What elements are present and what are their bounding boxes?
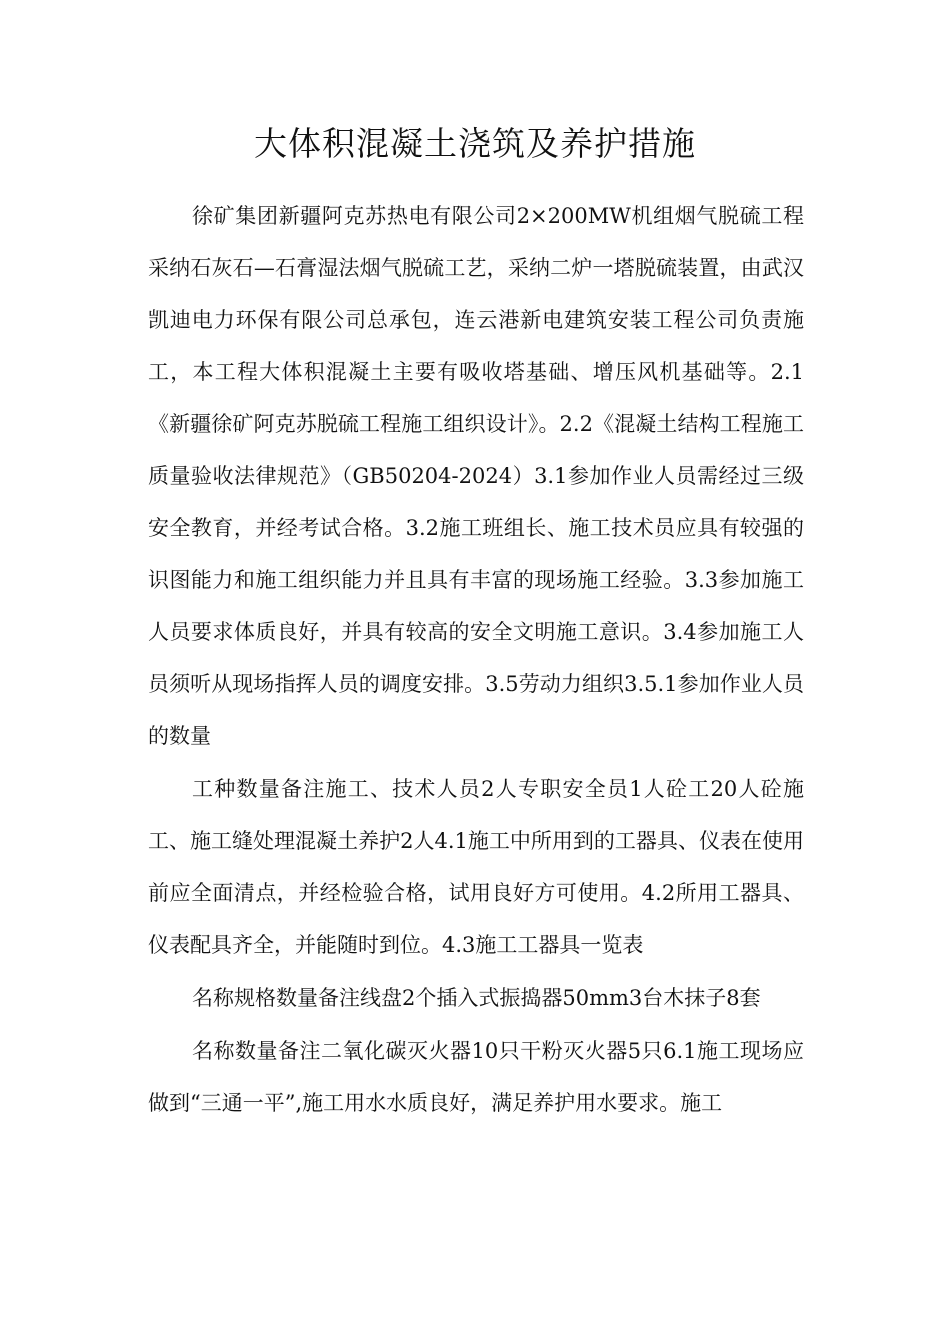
document-title: 大体积混凝土浇筑及养护措施 — [254, 124, 696, 163]
paragraph-labor-and-tools: 工种数量备注施工、技术人员2人专职安全员1人砼工20人砼施工、施工缝处理混凝土养护2人4.1施工中所用到的工器具、仪表在使用前应全面清点，并经检验合格，试用良好方可使用。4.2所用工器具、仪表配具齐全，并能随时到位。4.3施工工器具一览表 — [148, 777, 804, 957]
paragraph-tool-list: 名称规格数量备注线盘2个插入式振捣器50mm3台木抹子8套 — [192, 986, 761, 1010]
paragraph-project-overview: 徐矿集团新疆阿克苏热电有限公司2×200MW机组烟气脱硫工程采纳石灰石—石膏湿法烟气脱硫工艺，采纳二炉一塔脱硫装置，由武汉凯迪电力环保有限公司总承包，连云港新电建筑安装工程公司负责施工，本工程大体积混凝土主要有吸收塔基础、增压风机基础等。2.1《新疆徐矿阿克苏脱硫工程施工组织设计》。2.2《混凝土结构工程施工质量验收法律规范》（GB50204-2024）3.1参加作业人员需经过三级安全教育，并经考试合格。3.2施工班组长、施工技术员应具有较强的识图能力和施工组织能力并且具有丰富的现场施工经验。3.3参加施工人员要求体质良好，并具有较高的安全文明施工意识。3.4参加施工人员须听从现场指挥人员的调度安排。3.5劳动力组织3.5.1参加作业人员的数量 — [148, 204, 804, 748]
paragraph-fire-safety: 名称数量备注二氧化碳灭火器10只干粉灭火器5只6.1施工现场应做到“三通一平”,施工用水水质良好，满足养护用水要求。施工 — [148, 1039, 804, 1115]
document-body — [148, 190, 804, 1130]
